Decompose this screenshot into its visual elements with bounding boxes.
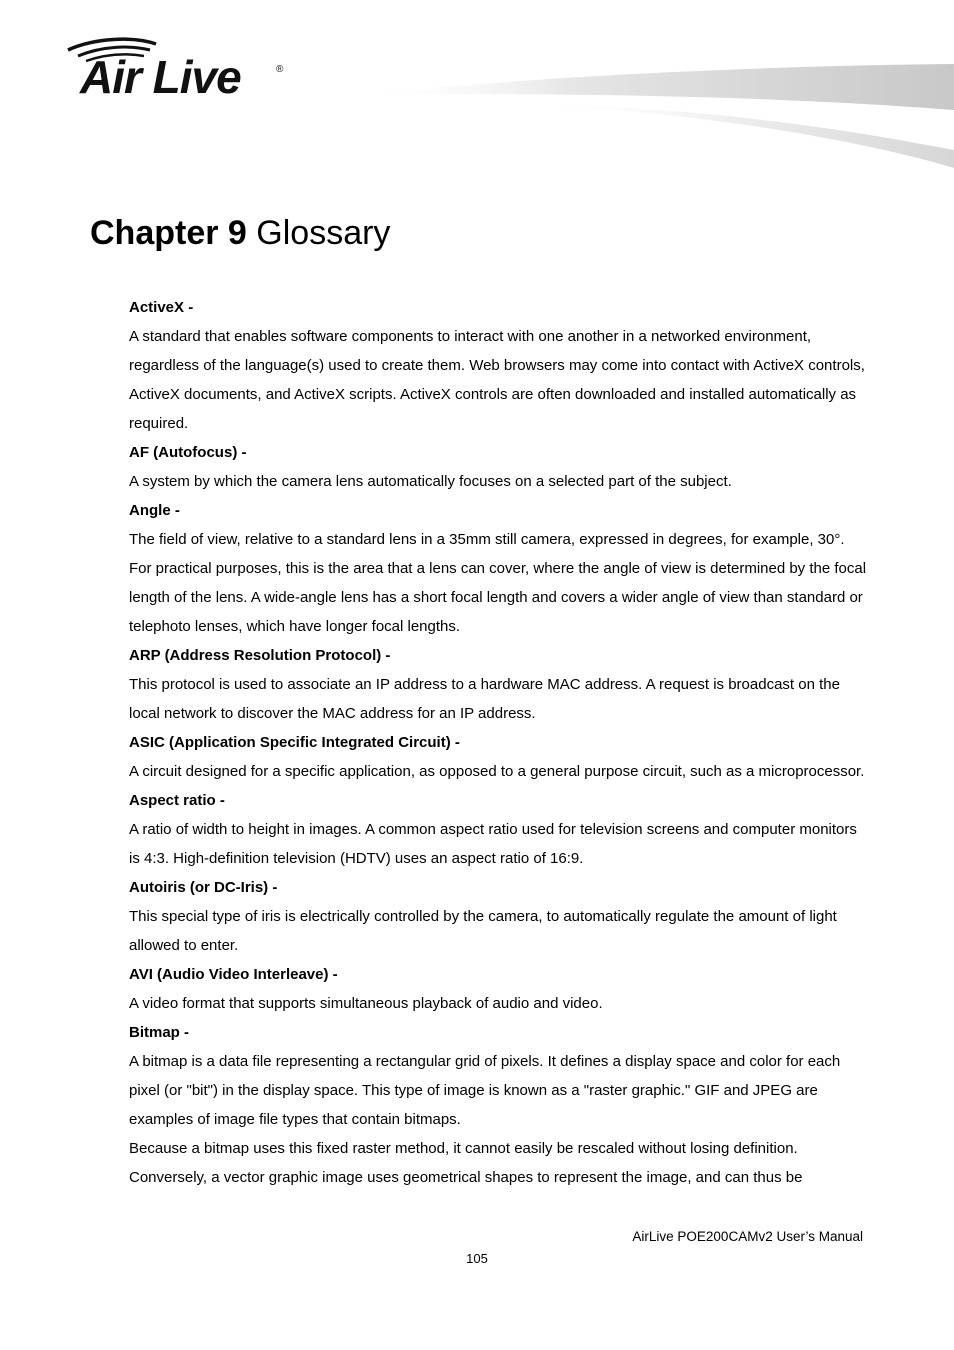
glossary-term: AF (Autofocus) - [129, 444, 247, 461]
glossary-entry [129, 496, 869, 641]
logo-text: Air Live [80, 51, 241, 103]
glossary-entry [129, 960, 869, 1018]
glossary-term: ARP (Address Resolution Protocol) - [129, 647, 391, 664]
glossary-term: Aspect ratio - [129, 792, 225, 809]
glossary-definition-continued: Because a bitmap uses this fixed raster method, it cannot easily be rescaled without losing definition. Conversely, a vector graphic image uses geometrical shapes to represent the image, and can thus be [129, 1140, 803, 1186]
airlive-logo [64, 36, 294, 104]
glossary-term: ASIC (Application Specific Integrated Circuit) - [129, 734, 460, 751]
glossary-definition: The field of view, relative to a standard lens in a 35mm still camera, expressed in degrees, for example, 30°. For practical purposes, this is the area that a lens can cover, where the angle of view is determined by the focal length of the lens. A wide-angle lens has a short focal length and covers a wider angle of view than standard or telephoto lenses, which have longer focal lengths. [129, 531, 867, 635]
glossary-definition: A video format that supports simultaneous playback of audio and video. [129, 995, 603, 1012]
glossary-entry [129, 438, 869, 496]
glossary-definition: A bitmap is a data file representing a rectangular grid of pixels. It defines a display space and color for each pixel (or "bit") in the display space. This type of image is known as a "raster graphic." GIF and JPEG are examples of image file types that contain bitmaps. [129, 1053, 841, 1128]
glossary-definition: This protocol is used to associate an IP address to a hardware MAC address. A request is broadcast on the local network to discover the MAC address for an IP address. [129, 676, 840, 722]
glossary-entry [129, 728, 869, 786]
footer-manual-title: AirLive POE200CAMv2 User’s Manual [632, 1229, 863, 1244]
glossary-term: Angle - [129, 502, 180, 519]
chapter-name: Glossary [256, 214, 391, 252]
glossary-term: ActiveX - [129, 299, 194, 316]
glossary-entry [129, 786, 869, 873]
glossary-term: AVI (Audio Video Interleave) - [129, 966, 338, 983]
glossary-entry [129, 1018, 869, 1192]
logo-registered-mark: ® [276, 64, 284, 75]
glossary-definition: This special type of iris is electrically controlled by the camera, to automatically regulate the amount of light allowed to enter. [129, 908, 837, 954]
glossary-entry [129, 873, 869, 960]
chapter-title [90, 214, 390, 253]
glossary-term: Autoiris (or DC-Iris) - [129, 879, 278, 896]
glossary-term: Bitmap - [129, 1024, 189, 1041]
glossary-definition: A circuit designed for a specific application, as opposed to a general purpose circuit, such as a microprocessor. [129, 763, 865, 780]
chapter-number: Chapter 9 [90, 214, 247, 252]
glossary-entry [129, 293, 869, 438]
glossary-definition: A standard that enables software components to interact with one another in a networked environment, regardless of the language(s) used to create them. Web browsers may come into contact with ActiveX controls, ActiveX documents, and ActiveX scripts. ActiveX controls are often downloaded and installed automatically as required. [129, 328, 865, 432]
glossary-list [129, 293, 869, 1192]
glossary-definition: A ratio of width to height in images. A common aspect ratio used for television screens and computer monitors is 4:3. High-definition television (HDTV) uses an aspect ratio of 16:9. [129, 821, 857, 867]
page-number: 105 [466, 1251, 488, 1266]
glossary-definition: A system by which the camera lens automatically focuses on a selected part of the subject. [129, 473, 732, 490]
glossary-entry [129, 641, 869, 728]
